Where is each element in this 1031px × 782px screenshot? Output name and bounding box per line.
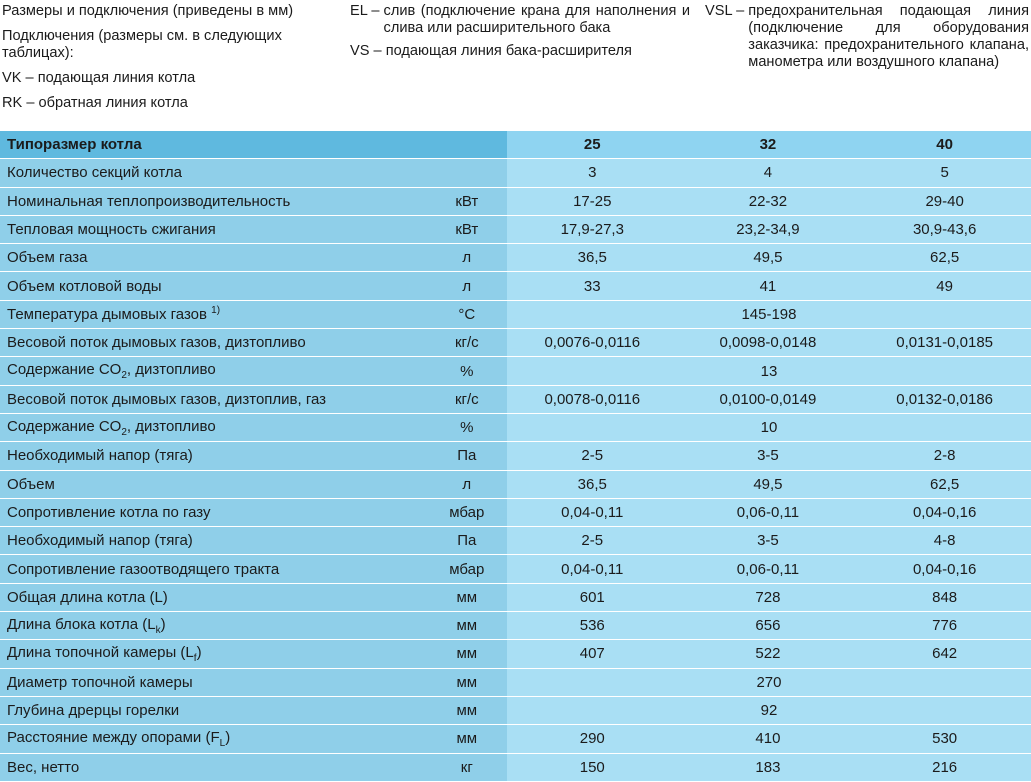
param-name-text: ) xyxy=(225,728,231,746)
table-row xyxy=(0,300,1031,328)
param-name-text: Общая длина котла (L) xyxy=(7,588,168,606)
param-unit: кВт xyxy=(427,187,507,215)
value-size-32: 49,5 xyxy=(678,470,859,498)
value-size-25: 33 xyxy=(507,272,678,300)
param-unit: % xyxy=(427,357,507,385)
table-row xyxy=(0,215,1031,243)
specs-table-body xyxy=(0,131,1031,781)
param-unit: мм xyxy=(427,583,507,611)
notes-column-1 xyxy=(2,3,332,120)
value-size-40: 848 xyxy=(858,583,1031,611)
param-name-text: Весовой поток дымовых газов, дизтопливо xyxy=(7,334,306,352)
value-size-40: 0,04-0,16 xyxy=(858,555,1031,583)
table-row xyxy=(0,187,1031,215)
el-key: EL – xyxy=(350,3,384,19)
param-name-text: Содержание CO xyxy=(7,417,122,435)
table-row xyxy=(0,498,1031,526)
table-row xyxy=(0,640,1031,668)
table-row xyxy=(0,753,1031,781)
table-row xyxy=(0,612,1031,640)
value-size-32: 0,06-0,11 xyxy=(678,555,859,583)
value-size-40: 29-40 xyxy=(858,187,1031,215)
param-name xyxy=(0,215,427,243)
param-name-text: Необходимый напор (тяга) xyxy=(7,447,193,465)
vk-note: VK – подающая линия котла xyxy=(2,70,196,86)
value-size-40: 776 xyxy=(858,612,1031,640)
param-subscript: 2 xyxy=(121,426,127,438)
param-name-text: Количество секций котла xyxy=(7,164,183,182)
value-all-sizes: 13 xyxy=(507,357,1031,385)
table-row xyxy=(0,527,1031,555)
param-unit: Па xyxy=(427,527,507,555)
param-name-text: Объем котловой воды xyxy=(7,277,162,295)
vsl-note xyxy=(705,3,1029,71)
value-size-32: 3-5 xyxy=(678,527,859,555)
value-size-25: 0,0076-0,0116 xyxy=(507,329,678,357)
param-unit: мм xyxy=(427,640,507,668)
param-name-text: Объем газа xyxy=(7,249,88,267)
param-name xyxy=(0,696,427,724)
param-name xyxy=(0,527,427,555)
value-size-25: 601 xyxy=(507,583,678,611)
value-size-32: 0,0098-0,0148 xyxy=(678,329,859,357)
param-name xyxy=(0,357,427,385)
param-unit: % xyxy=(427,413,507,441)
value-size-40: 0,0131-0,0185 xyxy=(858,329,1031,357)
value-size-32: 0,0100-0,0149 xyxy=(678,385,859,413)
connections-note: Подключения (размеры см. в следующих таблицах): xyxy=(2,28,282,61)
value-size-25: 536 xyxy=(507,612,678,640)
param-name-text: Объем xyxy=(7,475,55,493)
param-unit xyxy=(427,159,507,187)
value-size-25: 3 xyxy=(507,159,678,187)
param-name xyxy=(0,612,427,640)
value-size-40: 642 xyxy=(858,640,1031,668)
value-size-32: 522 xyxy=(678,640,859,668)
param-unit: мм xyxy=(427,696,507,724)
table-row xyxy=(0,159,1031,187)
vsl-key: VSL – xyxy=(705,3,749,19)
param-name-text: Сопротивление котла по газу xyxy=(7,504,211,521)
value-size-32: 410 xyxy=(678,725,859,753)
param-name xyxy=(0,583,427,611)
value-size-32: 49,5 xyxy=(678,244,859,272)
header-label: Типоразмер котла xyxy=(0,131,427,159)
param-name-text: ) xyxy=(160,615,166,633)
value-size-25: 17-25 xyxy=(507,187,678,215)
param-name-text: Номинальная теплопроизводительность xyxy=(7,192,291,210)
el-text: слив (подключение крана для наполнения и слива или расширительного бака xyxy=(383,3,690,36)
param-name-text: Диаметр топочной камеры xyxy=(7,673,193,691)
param-name-text: Расстояние между опорами (F xyxy=(7,728,220,746)
value-size-32: 23,2-34,9 xyxy=(678,215,859,243)
value-size-32: 4 xyxy=(678,159,859,187)
value-size-32: 656 xyxy=(678,612,859,640)
param-name xyxy=(0,187,427,215)
param-unit: Па xyxy=(427,442,507,470)
el-note xyxy=(350,3,690,37)
param-name-text: Температура дымовых газов xyxy=(7,306,207,324)
value-size-32: 22-32 xyxy=(678,187,859,215)
param-name-text: Необходимый напор (тяга) xyxy=(7,532,193,550)
param-unit: °C xyxy=(427,300,507,328)
value-size-25: 36,5 xyxy=(507,244,678,272)
table-row xyxy=(0,725,1031,753)
dimensions-note: Размеры и подключения (приведены в мм) xyxy=(2,3,294,19)
value-size-40: 530 xyxy=(858,725,1031,753)
param-subscript: L xyxy=(219,737,226,749)
value-size-32: 3-5 xyxy=(678,442,859,470)
value-size-25: 150 xyxy=(507,753,678,781)
value-size-40: 0,0132-0,0186 xyxy=(858,385,1031,413)
param-name-text: Весовой поток дымовых газов, дизтоплив, газ xyxy=(7,390,327,408)
param-name-text: , дизтопливо xyxy=(126,417,216,435)
table-row xyxy=(0,244,1031,272)
param-unit: кг xyxy=(427,753,507,781)
value-size-40: 2-8 xyxy=(858,442,1031,470)
value-size-25: 2-5 xyxy=(507,442,678,470)
value-size-25: 0,04-0,11 xyxy=(507,498,678,526)
value-size-40: 5 xyxy=(858,159,1031,187)
param-name xyxy=(0,272,427,300)
param-name xyxy=(0,413,427,441)
value-size-32: 41 xyxy=(678,272,859,300)
notes-column-2 xyxy=(350,3,690,60)
value-size-25: 0,04-0,11 xyxy=(507,555,678,583)
value-all-sizes: 270 xyxy=(507,668,1031,696)
param-subscript: 2 xyxy=(121,370,127,382)
param-unit: л xyxy=(427,470,507,498)
table-row xyxy=(0,696,1031,724)
table-row xyxy=(0,442,1031,470)
param-unit: мм xyxy=(427,612,507,640)
param-name xyxy=(0,159,427,187)
table-row xyxy=(0,470,1031,498)
param-name-text: Сопротивление газоотводящего тракта xyxy=(7,560,280,578)
header-size-40: 40 xyxy=(858,131,1031,159)
table-row xyxy=(0,357,1031,385)
param-name xyxy=(0,244,427,272)
value-size-25: 407 xyxy=(507,640,678,668)
param-subscript: k xyxy=(155,624,161,636)
param-name-text: Длина блока котла (L xyxy=(7,615,156,633)
value-all-sizes: 10 xyxy=(507,413,1031,441)
value-size-32: 728 xyxy=(678,583,859,611)
param-name xyxy=(0,442,427,470)
param-name-text: , дизтопливо xyxy=(126,361,216,379)
param-name xyxy=(0,470,427,498)
value-size-32: 183 xyxy=(678,753,859,781)
table-row xyxy=(0,272,1031,300)
param-name xyxy=(0,329,427,357)
param-unit: кг/с xyxy=(427,329,507,357)
header-unit-cell xyxy=(427,131,507,159)
rk-note: RK – обратная линия котла xyxy=(2,95,188,111)
value-size-40: 4-8 xyxy=(858,527,1031,555)
header-size-25: 25 xyxy=(507,131,678,159)
param-name-text: ) xyxy=(196,643,202,661)
param-unit: кВт xyxy=(427,215,507,243)
table-row xyxy=(0,555,1031,583)
value-size-32: 0,06-0,11 xyxy=(678,498,859,526)
param-name-text: Глубина дрерцы горелки xyxy=(7,702,180,720)
value-size-40: 0,04-0,16 xyxy=(858,498,1031,526)
param-name xyxy=(0,725,427,753)
table-row xyxy=(0,668,1031,696)
table-row xyxy=(0,329,1031,357)
param-name-text: Содержание CO xyxy=(7,361,122,379)
param-name-text: Вес, нетто xyxy=(7,758,80,776)
param-unit: л xyxy=(427,272,507,300)
specs-table xyxy=(0,131,1031,782)
param-name xyxy=(0,555,427,583)
notes-section xyxy=(0,0,1031,130)
value-size-25: 290 xyxy=(507,725,678,753)
vsl-text: предохранительная подающая линия (подключение для оборудования заказчика: предохранительного клапана, манометра или воздушного клапана) xyxy=(748,3,1029,70)
param-name xyxy=(0,385,427,413)
param-name-text: Тепловая мощность сжигания xyxy=(7,221,216,239)
value-size-25: 36,5 xyxy=(507,470,678,498)
value-size-40: 49 xyxy=(858,272,1031,300)
header-size-32: 32 xyxy=(678,131,859,159)
footnote-marker: 1) xyxy=(211,305,221,317)
param-unit: мбар xyxy=(427,555,507,583)
value-size-25: 2-5 xyxy=(507,527,678,555)
value-all-sizes: 92 xyxy=(507,696,1031,724)
param-name xyxy=(0,640,427,668)
value-size-40: 62,5 xyxy=(858,244,1031,272)
notes-column-3 xyxy=(705,3,1029,71)
value-size-25: 17,9-27,3 xyxy=(507,215,678,243)
param-unit: л xyxy=(427,244,507,272)
value-size-40: 30,9-43,6 xyxy=(858,215,1031,243)
param-name-text: Длина топочной камеры (L xyxy=(7,643,194,661)
table-header-row xyxy=(0,131,1031,159)
param-name xyxy=(0,300,427,328)
table-row xyxy=(0,385,1031,413)
value-size-40: 216 xyxy=(858,753,1031,781)
value-size-40: 62,5 xyxy=(858,470,1031,498)
param-unit: кг/с xyxy=(427,385,507,413)
vs-note: VS – подающая линия бака-расширителя xyxy=(350,43,632,59)
param-subscript: f xyxy=(193,652,197,664)
param-unit: мм xyxy=(427,668,507,696)
param-unit: мбар xyxy=(427,498,507,526)
table-row xyxy=(0,413,1031,441)
value-all-sizes: 145-198 xyxy=(507,300,1031,328)
param-name xyxy=(0,753,427,781)
value-size-25: 0,0078-0,0116 xyxy=(507,385,678,413)
table-row xyxy=(0,583,1031,611)
param-unit: мм xyxy=(427,725,507,753)
param-name xyxy=(0,668,427,696)
param-name xyxy=(0,498,427,526)
